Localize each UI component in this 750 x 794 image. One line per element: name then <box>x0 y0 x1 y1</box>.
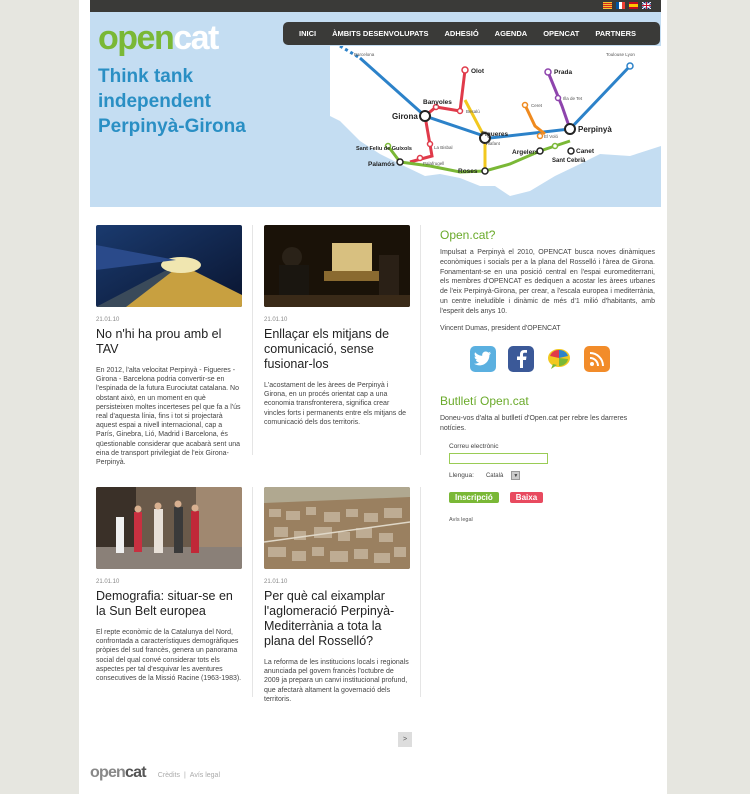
footer-legal-link[interactable]: Avís legal <box>189 772 221 779</box>
column-divider <box>420 487 421 697</box>
article-summary: La reforma de les institucions locals i regionals anunciada pel govern francès l'octubre de 2009 ja prepara un canvi institucional profund, que afectarà altament la governació dels territoris. <box>264 659 409 703</box>
logo-open: open <box>98 19 174 57</box>
map-label: Sant Feliu de Guíxols <box>356 146 412 152</box>
sidebar-intro: Impulsat a Perpinyà el 2010, OPENCAT busca noves dinàmiques econòmiques i socials per a la plana del Rosselló i l'àrea de Girona. Fonamentant-se en una posició central en l'espai euromediterrani, els membres d'OPENCAT es dediquen a acostar les àrees urbanes de l'eix Perpinyà-Girona, per crear, a l'escala europea i mediterrània, un centre ineludible i dinàmic de més d'1 milió d'habitants, amb l'esperit dels anys 10. <box>440 249 655 315</box>
map-label: Banyoles <box>423 99 452 106</box>
metro-map <box>330 46 661 207</box>
subscribe-button[interactable]: Inscripció <box>449 492 499 503</box>
map-label: Vilafant <box>485 141 500 146</box>
article-card <box>264 487 410 704</box>
map-label: Argelers <box>512 149 539 156</box>
article-title[interactable]: Enllaçar els mitjans de comunicació, sense fusionar-los <box>264 327 390 371</box>
header-banner <box>90 12 661 207</box>
article-photo[interactable] <box>264 487 410 569</box>
article-title[interactable]: Per què cal eixamplar l'aglomeració Perpinyà-Mediterrània a tota la plana del Rosselló? <box>264 589 395 648</box>
logo[interactable] <box>98 18 218 58</box>
email-field[interactable] <box>449 453 548 464</box>
sidebar-title: Open.cat? <box>440 228 496 242</box>
newsletter <box>440 394 655 523</box>
article-card <box>96 225 242 467</box>
map-label: Olot <box>471 68 484 75</box>
article-photo[interactable] <box>264 225 410 307</box>
map-label: El Voló <box>544 134 559 139</box>
article-date: 21.01.10 <box>96 317 120 323</box>
map-label: Roses <box>458 168 478 175</box>
map-label: Palamós <box>368 161 395 168</box>
map-label: Canet <box>576 148 595 155</box>
article-summary: El repte econòmic de la Catalunya del Nord, confrontada a característiques demogràfiques pròpies del sud francès, genera un panorama social del qual convé considerar tots els aspectes per tal d'esquivar les aventures consecutives de la Missió Racine (1963-1983). <box>96 629 242 683</box>
next-page-button[interactable]: > <box>398 732 412 747</box>
language-row <box>449 471 655 480</box>
language-select[interactable]: Català <box>485 472 504 479</box>
twitter-icon[interactable] <box>470 346 496 372</box>
chevron-down-icon[interactable]: ▼ <box>511 471 520 480</box>
page <box>79 0 667 794</box>
nav-item-partners[interactable]: PARTNERS <box>595 29 637 38</box>
footer-logo[interactable] <box>90 764 146 782</box>
article-title[interactable]: Demografia: situar-se en la Sun Belt europea <box>96 589 233 618</box>
nav-item-agenda[interactable]: AGENDA <box>494 29 528 38</box>
nav-item-adhesio[interactable]: ADHESIÓ <box>444 29 479 38</box>
credits-link[interactable]: Crèdits <box>157 772 180 779</box>
nav-item-inici[interactable]: INICI <box>299 29 317 38</box>
tagline: Think tank independent Perpinyà-Girona <box>98 66 246 137</box>
flag-french-icon[interactable] <box>616 2 625 9</box>
language-label: Llengua: <box>449 472 474 479</box>
footer-logo-open: open <box>90 764 126 781</box>
map-label: Prada <box>554 69 573 76</box>
unsubscribe-button[interactable]: Baixa <box>510 492 543 503</box>
newsletter-buttons <box>449 492 655 503</box>
sidebar-author: Vincent Dumas, president d'OPENCAT <box>440 324 561 332</box>
flag-english-icon[interactable] <box>642 2 651 9</box>
article-date: 21.01.10 <box>96 579 120 585</box>
map-label: Perpinyà <box>578 125 612 134</box>
nav-item-ambits[interactable]: ÀMBITS DESENVOLUPATS <box>332 29 429 38</box>
map-label: Ceret <box>531 103 543 108</box>
map-label: Figueres <box>481 131 509 138</box>
article-photo[interactable] <box>96 487 242 569</box>
map-label: Illa de Tet <box>563 96 583 101</box>
top-bar <box>90 0 661 12</box>
article-summary: L'acostament de les àrees de Perpinyà i Girona, en un procés orientat cap a una economia transfronterera, significa crear vincles forts i permanents entre els mitjans de comunicació dels dos territoris. <box>264 382 407 426</box>
newsletter-form <box>449 443 655 523</box>
sidebar <box>440 228 655 523</box>
map-land <box>330 46 661 196</box>
map-label: Palafrugell <box>423 161 445 166</box>
map-label: Barcelona <box>354 52 375 57</box>
article-summary: En 2012, l'alta velocitat Perpinyà - Figueres - Girona - Barcelona podria convertir-se en l'espinada de la futura Eurociutat catalana. No obstant això, en un moment en què persisteixen moltes incerteses pel que fa a l'ús real d'aquesta línia, fins i tot si projectarà aquest espai a nivell internacional, cap a París, Ginebra, Lió, Madrid i Barcelona, és qüestionable considerar que acabarà sent una eina de transport privilegiat de l'eix Girona-Perpinyà. <box>96 367 241 467</box>
map-label: La Bisbal <box>434 145 453 150</box>
newsletter-desc: Doneu-vos d'alta al butlletí d'Open.cat per rebre les darreres notícies. <box>440 415 628 432</box>
column-divider <box>252 487 253 697</box>
article-date: 21.01.10 <box>264 317 288 323</box>
facebook-icon[interactable] <box>508 346 534 372</box>
map-label: Sant Cebrià <box>552 158 586 164</box>
column-divider <box>420 225 421 455</box>
rss-icon[interactable] <box>584 346 610 372</box>
footer-logo-cat: cat <box>125 764 146 781</box>
google-buzz-icon[interactable] <box>546 346 572 372</box>
article-photo[interactable] <box>96 225 242 307</box>
article-card <box>96 487 242 683</box>
map-label: Besalú <box>466 109 480 114</box>
logo-cat: cat <box>173 19 218 57</box>
footer <box>90 764 220 782</box>
flag-catalan-icon[interactable] <box>603 2 612 9</box>
flag-spanish-icon[interactable] <box>629 2 638 9</box>
column-divider <box>252 225 253 455</box>
article-card <box>264 225 410 427</box>
map-label: Girona <box>392 112 418 121</box>
nav-item-opencat[interactable]: OPENCAT <box>543 29 580 38</box>
map-label: Toulouse Lyon <box>606 52 635 57</box>
newsletter-title: Butlletí Open.cat <box>440 394 529 408</box>
article-title[interactable]: No n'hi ha prou amb el TAV <box>96 327 222 356</box>
legal-link[interactable]: Avís legal <box>449 517 473 523</box>
social-links <box>470 346 655 372</box>
article-date: 21.01.10 <box>264 579 288 585</box>
email-label: Correu electrònic <box>449 443 499 450</box>
footer-separator: | <box>183 772 186 779</box>
main-nav <box>283 22 660 45</box>
language-flags <box>603 2 651 9</box>
